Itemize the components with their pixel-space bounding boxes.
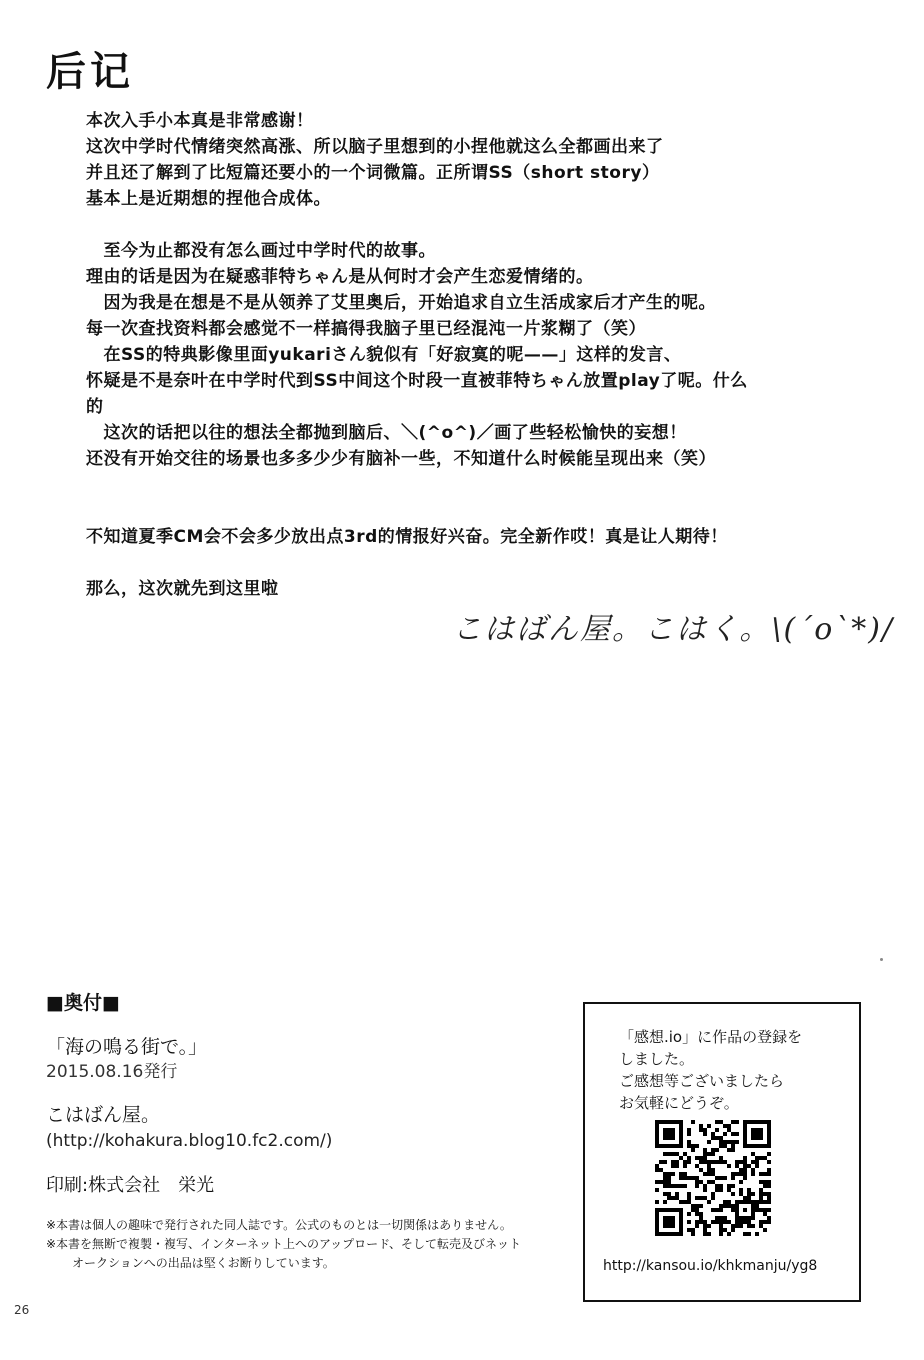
colophon-heading: ■奥付■ bbox=[46, 992, 120, 1014]
afterword-line: 的 bbox=[86, 397, 104, 417]
afterword-line: 因为我是在想是不是从领养了艾里奥后，开始追求自立生活成家后才产生的呢。 bbox=[86, 293, 716, 313]
scan-speck bbox=[880, 958, 883, 961]
book-title: 「海の鳴る街で。」 bbox=[46, 1036, 208, 1058]
afterword-line: 怀疑是不是奈叶在中学时代到SS中间这个时段一直被菲特ちゃん放置play了呢。什么 bbox=[86, 371, 748, 391]
afterword-line: 每一次查找资料都会感觉不一样搞得我脑子里已经混沌一片浆糊了（笑） bbox=[86, 319, 646, 339]
afterword-line: 还没有开始交往的场景也多多少少有脑补一些，不知道什么时候能呈现出来（笑） bbox=[86, 449, 716, 469]
qr-url[interactable]: http://kansou.io/khkmanju/yg8 bbox=[603, 1258, 818, 1274]
qr-message-line: ご感想等ございましたら bbox=[619, 1072, 785, 1090]
afterword-line: 那么，这次就先到这里啦 bbox=[86, 579, 279, 599]
page-title: 后记 bbox=[46, 49, 134, 95]
qr-message-line: お気軽にどうぞ。 bbox=[619, 1094, 739, 1112]
afterword-line: 并且还了解到了比短篇还要小的一个词微篇。正所谓SS（short story） bbox=[86, 163, 660, 183]
qr-code-icon[interactable] bbox=[655, 1120, 771, 1236]
publish-date: 2015.08.16発行 bbox=[46, 1062, 178, 1082]
circle-name: こはばん屋。 bbox=[46, 1104, 161, 1126]
legal-notes bbox=[46, 1216, 566, 1273]
qr-message bbox=[619, 1026, 802, 1114]
afterword-line: 不知道夏季CM会不会多少放出点3rd的情报好兴奋。完全新作哎！真是让人期待！ bbox=[86, 527, 728, 547]
afterword-line: 在SS的特典影像里面yukariさん貌似有「好寂寞的呢——」这样的发言、 bbox=[86, 345, 682, 365]
afterword-body bbox=[86, 108, 886, 602]
legal-note: ※本書は個人の趣味で発行された同人誌です。公式のものとは一切関係はありません。 bbox=[46, 1218, 512, 1232]
circle-url: (http://kohakura.blog10.fc2.com/) bbox=[46, 1131, 333, 1151]
afterword-line: 这次中学时代情绪突然高涨、所以脑子里想到的小捏他就这么全都画出来了 bbox=[86, 137, 664, 157]
afterword-line: 基本上是近期想的捏他合成体。 bbox=[86, 189, 331, 209]
afterword-line: 这次的话把以往的想法全都抛到脑后、＼(^o^)／画了些轻松愉快的妄想！ bbox=[86, 423, 687, 443]
handwritten-signature: こはばん屋。こはく。\(´o`*)/ bbox=[452, 612, 895, 647]
colophon bbox=[46, 988, 566, 1273]
afterword-line: 理由的话是因为在疑惑菲特ちゃん是从何时才会产生恋爱情绪的。 bbox=[86, 267, 594, 287]
qr-message-line: しました。 bbox=[619, 1050, 695, 1068]
legal-note: ※本書を無断で複製・複写、インターネット上へのアップロード、そして転売及びネット bbox=[46, 1237, 522, 1251]
page-number: 26 bbox=[14, 1303, 30, 1317]
afterword-line: 至今为止都没有怎么画过中学时代的故事。 bbox=[86, 241, 436, 261]
qr-box bbox=[583, 1002, 861, 1302]
printer-info: 印刷:株式会社 栄光 bbox=[46, 1175, 215, 1196]
legal-note: オークションへの出品は堅くお断りしています。 bbox=[72, 1256, 335, 1270]
afterword-line: 本次入手小本真是非常感谢！ bbox=[86, 111, 314, 131]
qr-message-line: 「感想.io」に作品の登録を bbox=[619, 1028, 803, 1046]
